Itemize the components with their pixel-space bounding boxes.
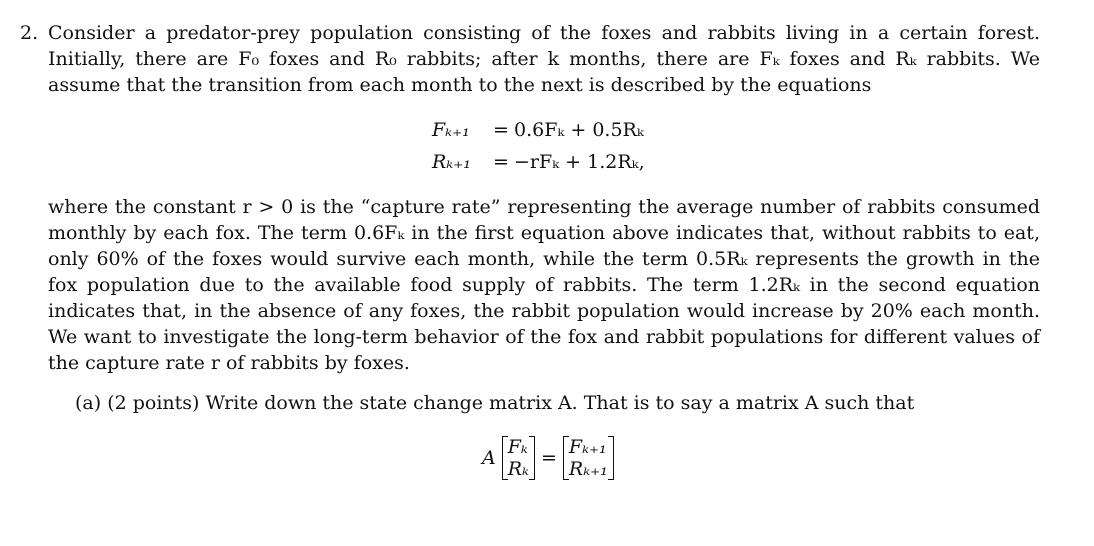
problem-2 <box>20 20 1040 488</box>
state-vector-k-rabbit: Rₖ <box>507 458 529 480</box>
equation-rabbit-rhs: −rFₖ + 1.2Rₖ, <box>514 151 645 173</box>
equation-fox <box>432 114 1040 146</box>
state-vector-next-fox: Fₖ₊₁ <box>568 436 607 458</box>
state-vector-k-fox: Fₖ <box>507 436 528 458</box>
equation-fox-lhs: Fₖ₊₁ <box>432 119 470 141</box>
intro-text: Consider a predator-prey population consisting of the foxes and rabbits living in a certain forest. Initially, there are F₀ foxes and R₀ rabbits; after k months, there are Fₖ foxes and Rₖ rabbits. We assume that the transition from each month to the next is described by the equations <box>48 22 1040 96</box>
state-vector-k-plus-1 <box>563 436 614 480</box>
equation-rabbit <box>432 146 1040 178</box>
matrix-equation <box>20 428 1040 488</box>
part-a-prompt: (a) (2 points) Write down the state change matrix A. That is to say a matrix A such that <box>75 392 915 414</box>
equation-fox-rhs: 0.6Fₖ + 0.5Rₖ <box>514 119 644 141</box>
problem-number: 2. <box>20 22 39 44</box>
equation-rabbit-lhs: Rₖ₊₁ <box>432 151 471 173</box>
explanation-paragraph: where the constant r > 0 is the “capture rate” representing the average number of rabbits consumed monthly by each fox. The term 0.6Fₖ in the first equation above indicates that, without rabbits to eat, only 60% of the foxes would survive each month, while the term 0.5Rₖ represents the growth in the fox population due to the available food supply of rabbits. The term 1.2Rₖ in the second equation indicates that, in the absence of any foxes, the rabbit population would increase by 20% each month. We want to investigate the long-term behavior of the fox and rabbit populations for different values of the capture rate r of rabbits by foxes. <box>48 196 1040 374</box>
matrix-coefficient: A <box>482 447 496 469</box>
matrix-equals: = <box>540 447 557 469</box>
state-vector-next-rabbit: Rₖ₊₁ <box>568 458 608 480</box>
equation-fox-equals: = <box>493 119 509 141</box>
equation-rabbit-equals: = <box>493 151 509 173</box>
state-vector-k <box>502 436 535 480</box>
intro-paragraph <box>20 20 1040 98</box>
transition-equations <box>20 114 1040 178</box>
